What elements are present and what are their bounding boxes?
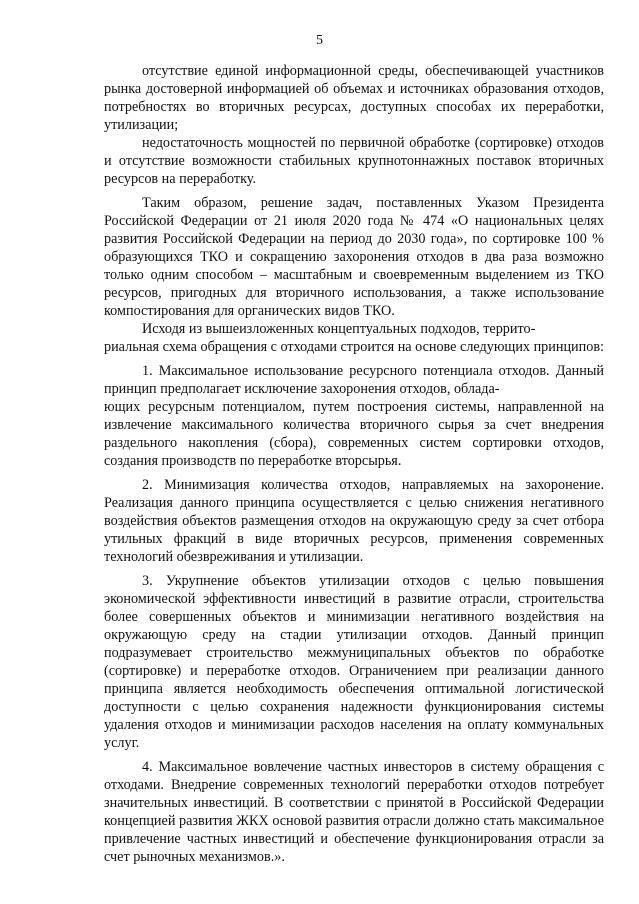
paragraph-tasks-decree: Таким образом, решение задач, поставленных Указом Президента Российской Федерации от 21 июля 2020 года № 474 «О национальных целях развития Российской Федерации на период до 2030 года», по сортировке 100 % образующихся ТКО и сокращению захоронения отходов в два раза возможно только одним способом – масштабным и своевременным выделением из ТКО ресурсов, пригодных для вторичного использования, а также использование компостирования для органических видов ТКО. xyxy=(104,195,604,319)
document-body xyxy=(104,62,604,866)
paragraph-insufficient-capacity: недостаточность мощностей по первичной обработке (сортировке) отходов и отсутствие возможности стабильных крупнотоннажных поставок вторичных ресурсов на переработку. xyxy=(104,135,604,187)
paragraph-principle-3: 3. Укрупнение объектов утилизации отходов с целью повышения экономической эффективности инвестиций в развитие отрасли, строительства более совершенных объектов и минимизации негативного воздействия на окружающую среду на стадии утилизации отходов. Данный принцип подразумевает строительство межмуниципальных объектов по обработке (сортировке) и переработке отходов. Ограничением при реализации данного принципа является необходимость обеспечения оптимальной логистической доступности с целью сохранения надежности функционирования системы удаления отходов и минимизации расходов населения на оплату коммунальных услуг. xyxy=(104,573,604,751)
paragraph-principle-2: 2. Минимизация количества отходов, направляемых на захоронение. Реализация данного принципа осуществляется с целью снижения негативного воздействия объектов размещения отходов на окружающую среду за счет отбора утильных фракций в виде вторичных ресурсов, применения современных технологий обезвреживания и утилизации. xyxy=(104,477,604,565)
page-number: 5 xyxy=(316,33,323,48)
paragraph-principles-intro: Исходя из вышеизложенных концептуальных подходов, террито- риальная схема обращения с отходами строится на основе следующих принципов: xyxy=(104,321,604,355)
paragraph-principle-4: 4. Максимальное вовлечение частных инвесторов в систему обращения с отходами. Внедрение современных технологий переработки отходов потребует значительных инвестиций. В соответствии с принятой в Российской Федерации концепцией развития ЖКХ основой развития отрасли должно стать максимальное привлечение частных инвестиций и обеспечение функционирования отрасли за счет рыночных механизмов.». xyxy=(104,759,604,865)
paragraph-information-environment: отсутствие единой информационной среды, обеспечивающей участников рынка достоверной информацией об объемах и источниках образования отходов, потребностях во вторичных ресурсах, доступных способах их переработки, утилизации; xyxy=(104,63,604,133)
paragraph-principle-1: 1. Максимальное использование ресурсного потенциала отходов. Данный принцип предполагает исключение захоронения отходов, облада- ющих ресурсным потенциалом, путем построения системы, направленной на извлечение максимального количества вторичного сырья за счет внедрения раздельного накопления (сбора), современных систем сортировки отходов, создания производств по переработке вторсырья. xyxy=(104,363,604,469)
